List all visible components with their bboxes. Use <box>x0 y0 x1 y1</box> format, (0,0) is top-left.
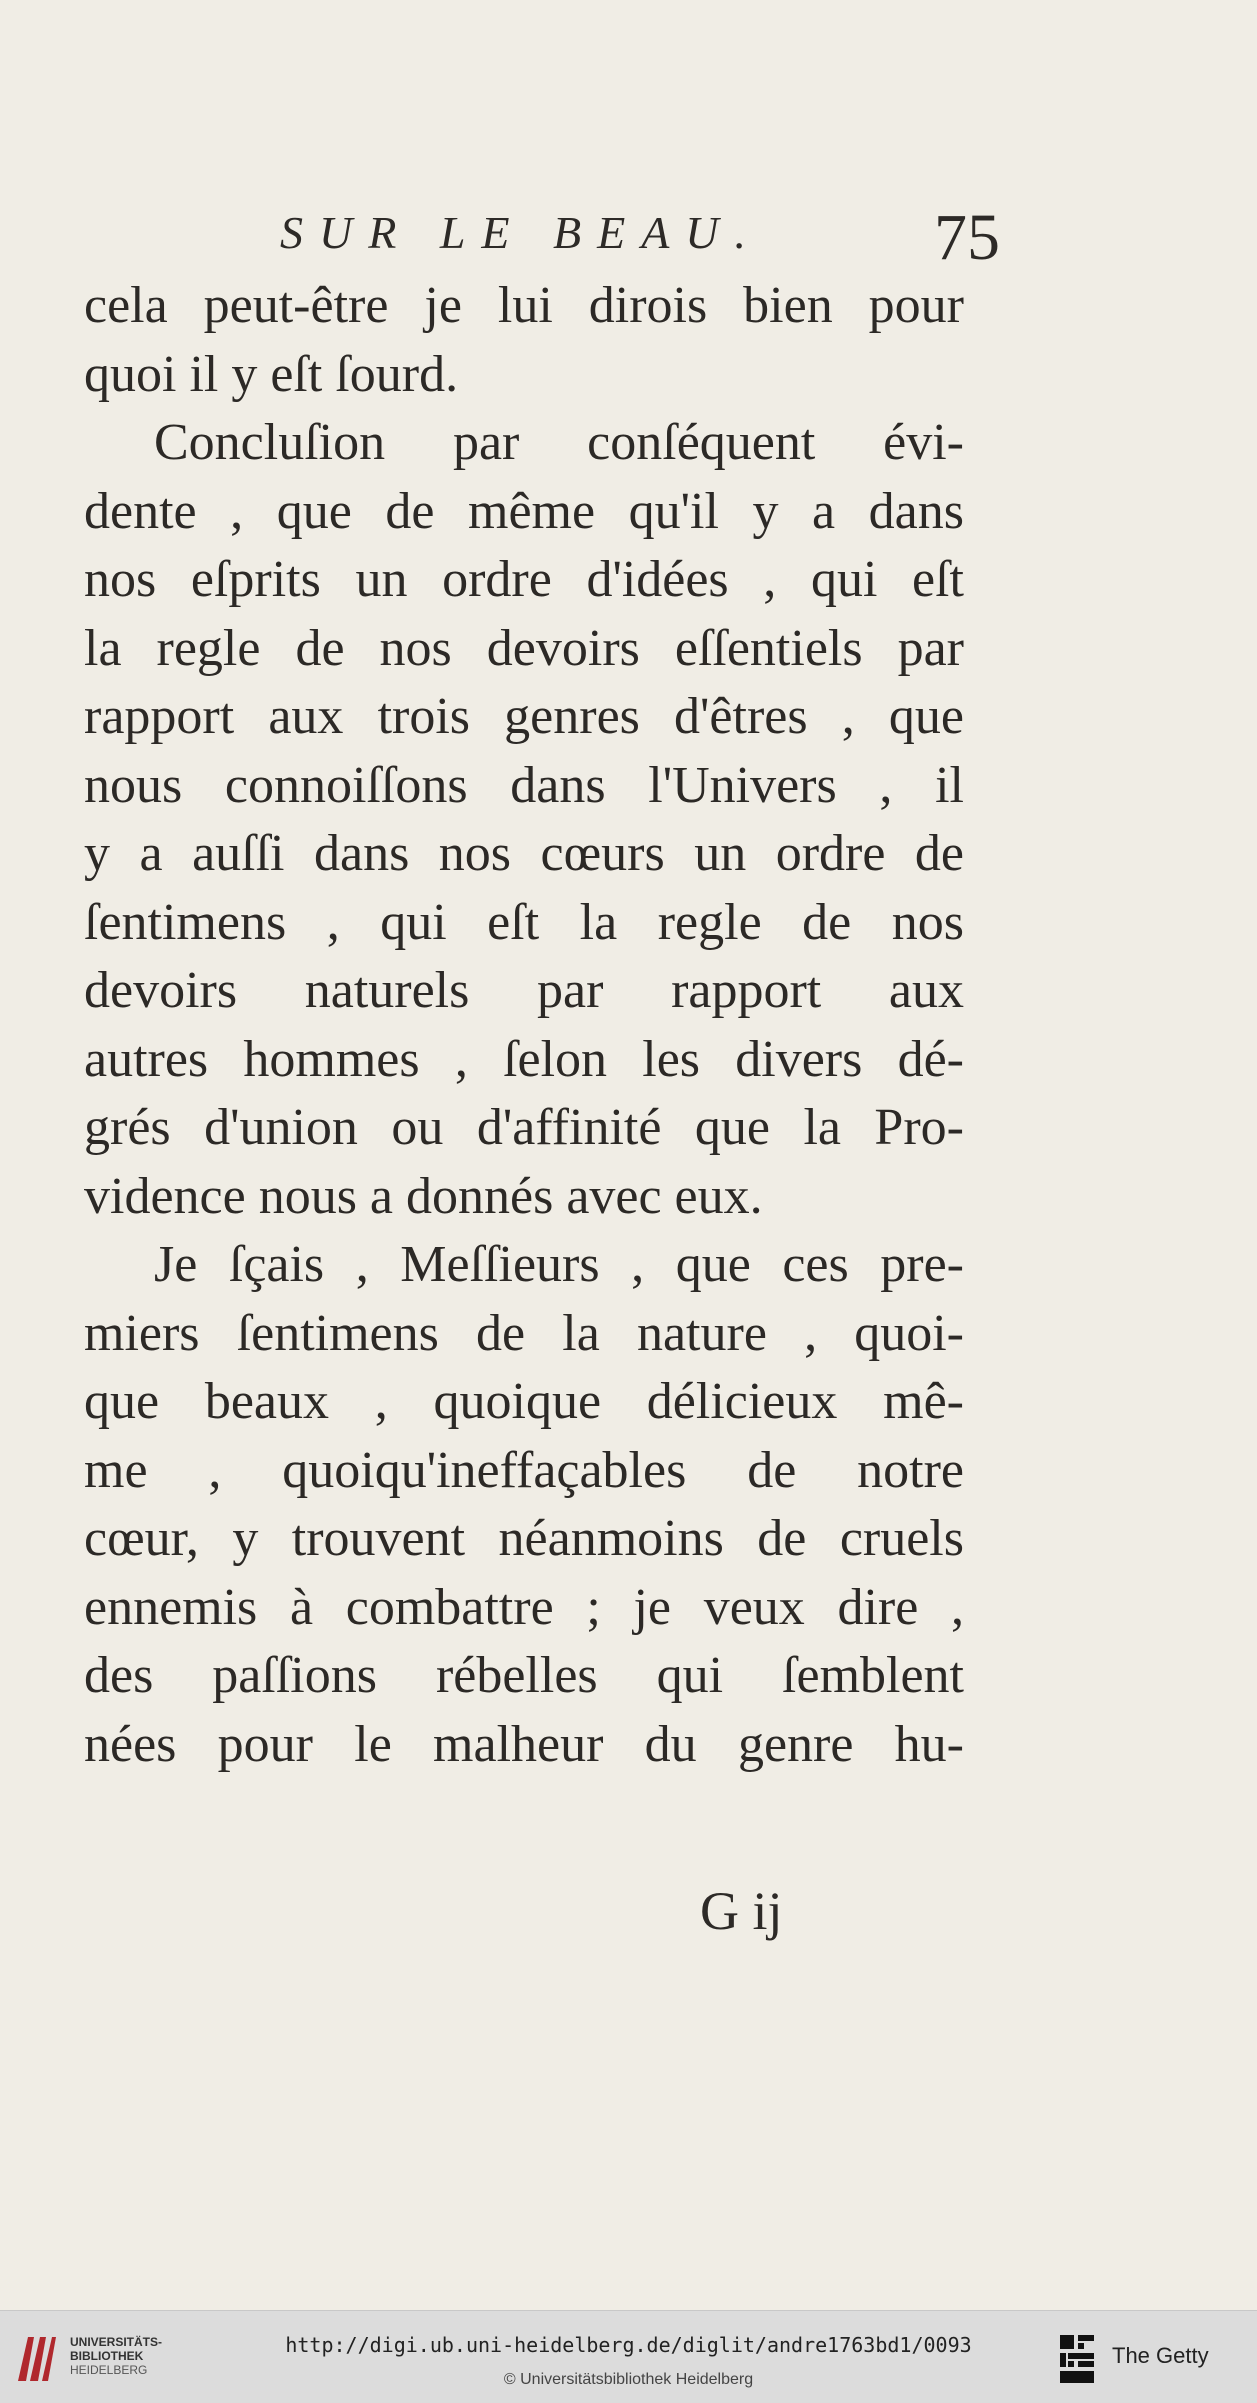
text-line: miers ſentimens de la nature , quoi- <box>84 1304 964 1362</box>
signature-mark: G ij <box>700 1881 783 1941</box>
text-line: Je ſçais , Meſſieurs , que ces pre- <box>154 1236 964 1293</box>
partner-name: The Getty <box>1112 2343 1209 2368</box>
text-line: devoirs naturels par rapport aux <box>84 962 964 1019</box>
text-line: cœur, y trouvent néanmoins de cruels <box>84 1510 964 1567</box>
library-name-line: BIBLIOTHEK <box>70 2349 144 2363</box>
running-title: SUR LE BEAU. <box>280 207 763 258</box>
viewer-footer <box>0 2310 1257 2403</box>
text-line: autres hommes , ſelon les divers dé- <box>84 1030 964 1088</box>
text-line: Concluſion par conſéquent évi- <box>154 414 964 471</box>
text-line: quoi il y eſt ſourd. <box>84 345 459 403</box>
text-line: nées pour le malheur du genre hu- <box>84 1715 964 1773</box>
library-name-line: UNIVERSITÄTS- <box>70 2335 163 2349</box>
library-name-line: HEIDELBERG <box>70 2363 148 2377</box>
text-line: vidence nous a donnés avec eux. <box>84 1167 763 1225</box>
text-line: ennemis à combattre ; je veux dire , <box>84 1578 964 1636</box>
body-text <box>84 272 964 1779</box>
text-line: nous connoiſſons dans l'Univers , il <box>84 756 964 814</box>
text-line: y a auſſi dans nos cœurs un ordre de <box>84 825 964 882</box>
text-line: dente , que de même qu'il y a dans <box>84 482 964 540</box>
text-line: ſentimens , qui eſt la regle de nos <box>84 893 964 951</box>
copyright-notice: © Universitätsbibliothek Heidelberg <box>503 2371 754 2388</box>
text-line: des paſſions rébelles qui ſemblent <box>84 1647 964 1704</box>
text-line: la regle de nos devoirs eſſentiels par <box>84 619 964 677</box>
page-number: 75 <box>934 201 1000 274</box>
text-line: cela peut-être je lui dirois bien pour <box>84 277 964 334</box>
permalink-url[interactable]: http://digi.ub.uni-heidelberg.de/diglit/andre1763bd1/0093 <box>285 2333 972 2357</box>
text-line: rapport aux trois genres d'êtres , que <box>84 688 964 745</box>
getty-logo-icon <box>1058 2333 1096 2385</box>
running-head <box>280 200 1000 280</box>
text-line: nos eſprits un ordre d'idées , qui eſt <box>84 551 964 608</box>
text-line: me , quoiqu'ineffaçables de notre <box>84 1441 964 1499</box>
text-line: que beaux , quoique délicieux mê- <box>84 1373 964 1430</box>
text-line: grés d'union ou d'affinité que la Pro- <box>84 1099 964 1156</box>
